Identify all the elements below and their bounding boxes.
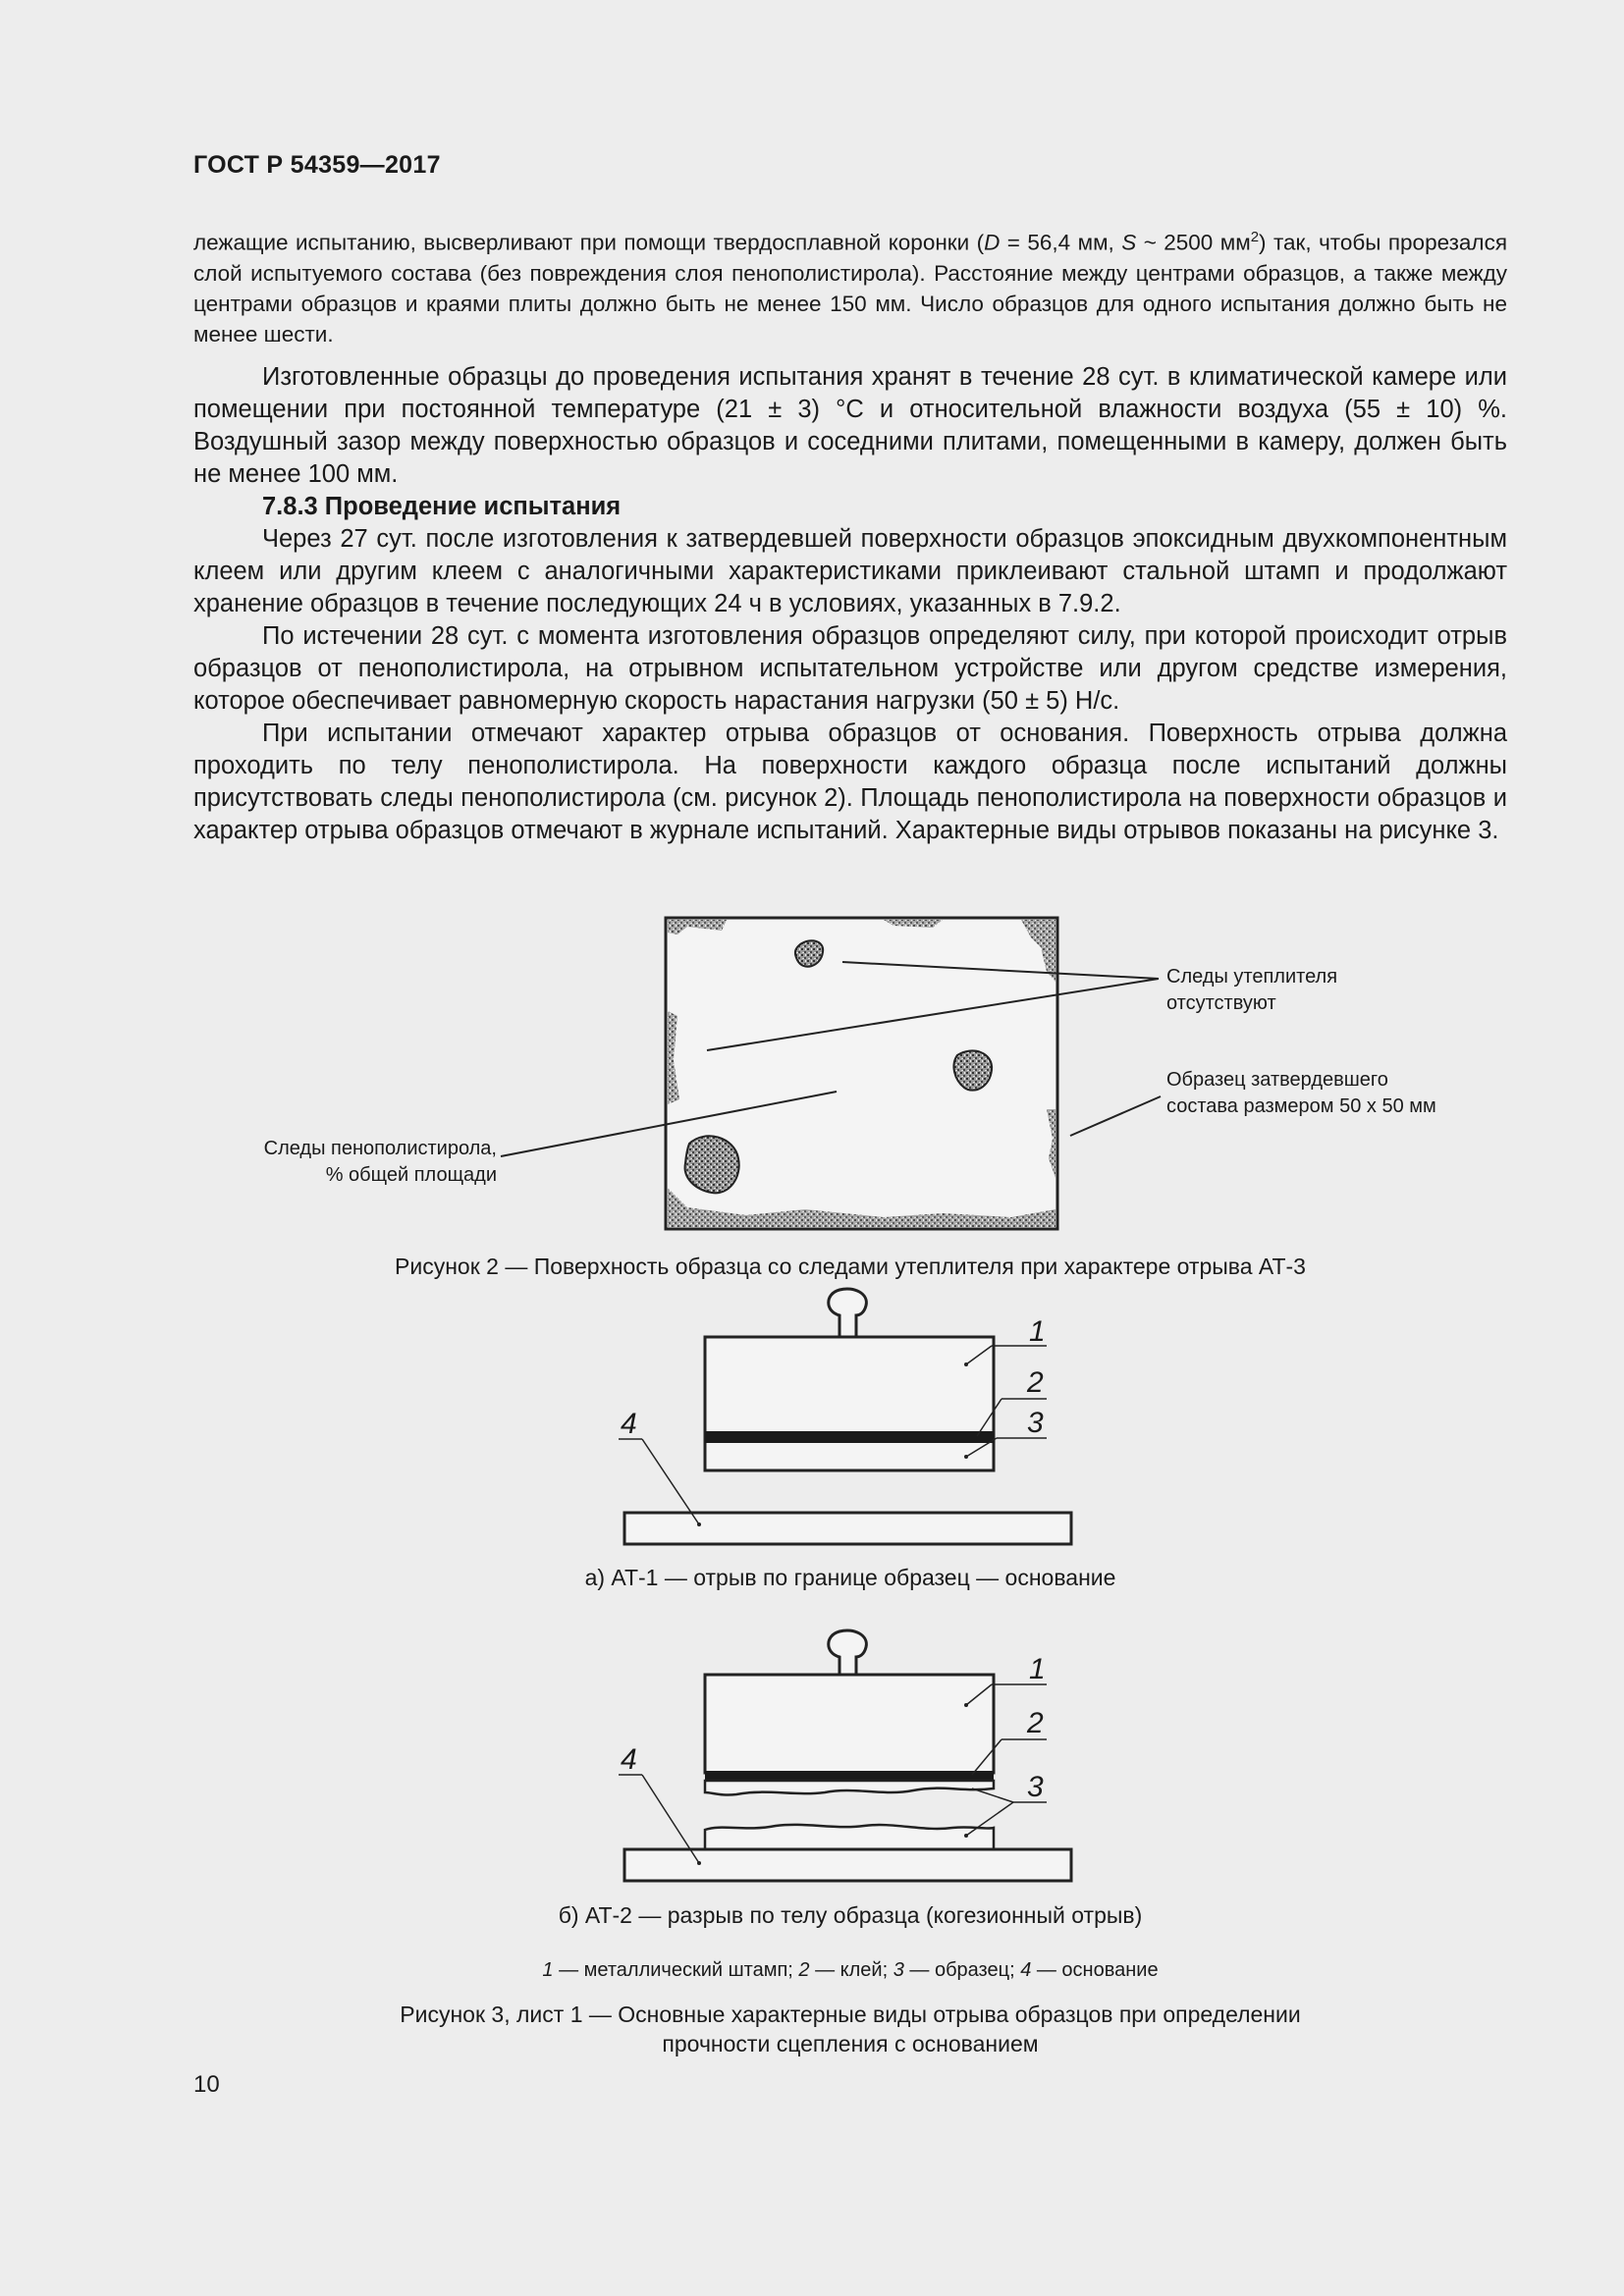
base-plate-b (624, 1849, 1071, 1881)
paragraph-force: По истечении 28 сут. с момента изготовления образцов определяют силу, при которой происходит отрыв образцов от пенополистирола, на отрывном испытательном устройстве или другом средстве измерения, которое обеспечивает равномерную скорость нарастания нагрузки (50 ± 5) Н/с. (193, 622, 1507, 715)
page-number: 10 (193, 2071, 220, 2098)
label-sample: Образец затвердевшего (1166, 1069, 1388, 1091)
label-no-traces: Следы утеплителя (1166, 966, 1338, 988)
paragraph-gluing: Через 27 сут. после изготовления к затвердевшей поверхности образцов эпоксидным двухкомпонентным клеем или другим клеем с аналогичными характеристиками приклеивают стальной штамп и продолжают хранение образцов в течение последующих 24 ч в условиях, указанных в 7.9.2. (193, 525, 1507, 617)
metal-stamp-b (705, 1675, 994, 1773)
paragraph-rupture: При испытании отмечают характер отрыва образцов от основания. Поверхность отрыва должна проходить по телу пенополистирола. На поверхности каждого образца после испытаний должны присутствовать следы пенополистирола (см. рисунок 2). Площадь пенополистирола на поверхности образцов и характер отрыва образцов отмечают в журнале испытаний. Характерные виды отрывов показаны на рисунке 3. (193, 720, 1507, 844)
figure-2-caption: Рисунок 2 — Поверхность образца со следами утеплителя при характере отрыва АТ-3 (395, 1254, 1306, 1279)
number-3-b: 3 (1027, 1771, 1044, 1803)
trace-blob-2 (953, 1050, 992, 1090)
sample-lower-part (705, 1825, 994, 1849)
figure-3b (619, 1630, 1071, 1881)
section-heading: 7.8.3 Проведение испытания (262, 493, 622, 520)
stamp-handle-b (829, 1630, 867, 1675)
figure-3-legend: 1 — металлический штамп; 2 — клей; 3 — образец; 4 — основание (542, 1959, 1159, 1981)
svg-text:% общей площади: % общей площади (325, 1164, 497, 1186)
number-2-a: 2 (1027, 1366, 1044, 1399)
figure-3a-caption: а) АТ-1 — отрыв по границе образец — основание (584, 1565, 1116, 1590)
glue-layer-b (705, 1771, 994, 1781)
label-eps-traces: Следы пенополистирола, (263, 1138, 497, 1159)
paragraph-storage: Изготовленные образцы до проведения испытания хранят в течение 28 сут. в климатической камере или помещении при постоянной температуре (21 ± 3) °С и относительной влажности воздуха (55 ± 10) %. Воздушный зазор между поверхностью образцов и соседними плитами, помещенными в камеру, должен быть не менее 100 мм. (193, 363, 1507, 488)
number-3-a: 3 (1027, 1407, 1044, 1439)
figure-3-caption: Рисунок 3, лист 1 — Основные характерные виды отрыва образцов при определении прочности сцепления с основанием (400, 2002, 1301, 2056)
base-plate-a (624, 1513, 1071, 1544)
intro-paragraph: лежащие испытанию, высверливают при помощи твердосплавной коронки (D = 56,4 мм, S ~ 2500 $мм^2$) так, чтобы прорезался слой испытуемого состава (без повреждения слоя пенополистирола). Расстояние между центрами образцов, а также между центрами образцов и краями плиты должно быть не менее 150 мм. Число образцов для одного испытания должно быть не менее шести. (193, 229, 1507, 347)
figure-3a (619, 1289, 1071, 1544)
metal-stamp-a (705, 1337, 994, 1470)
glue-layer-a (705, 1431, 994, 1443)
trace-blob-3 (685, 1136, 739, 1193)
number-1-a: 1 (1029, 1315, 1046, 1348)
stamp-handle-a (829, 1289, 867, 1337)
svg-text:отсутствуют: отсутствуют (1166, 992, 1276, 1014)
number-4-a: 4 (621, 1408, 637, 1440)
sample-upper-part (705, 1781, 994, 1795)
number-1-b: 1 (1029, 1653, 1046, 1685)
figure-3b-caption: б) АТ-2 — разрыв по телу образца (когезионный отрыв) (558, 1902, 1143, 1928)
document-header: ГОСТ Р 54359—2017 (193, 151, 441, 179)
leader-line-3 (1070, 1096, 1161, 1136)
number-2-b: 2 (1027, 1707, 1044, 1739)
number-4-b: 4 (621, 1743, 637, 1776)
svg-text:состава размером 50 х 50 мм: состава размером 50 х 50 мм (1166, 1095, 1436, 1117)
trace-blob-1 (795, 940, 823, 966)
